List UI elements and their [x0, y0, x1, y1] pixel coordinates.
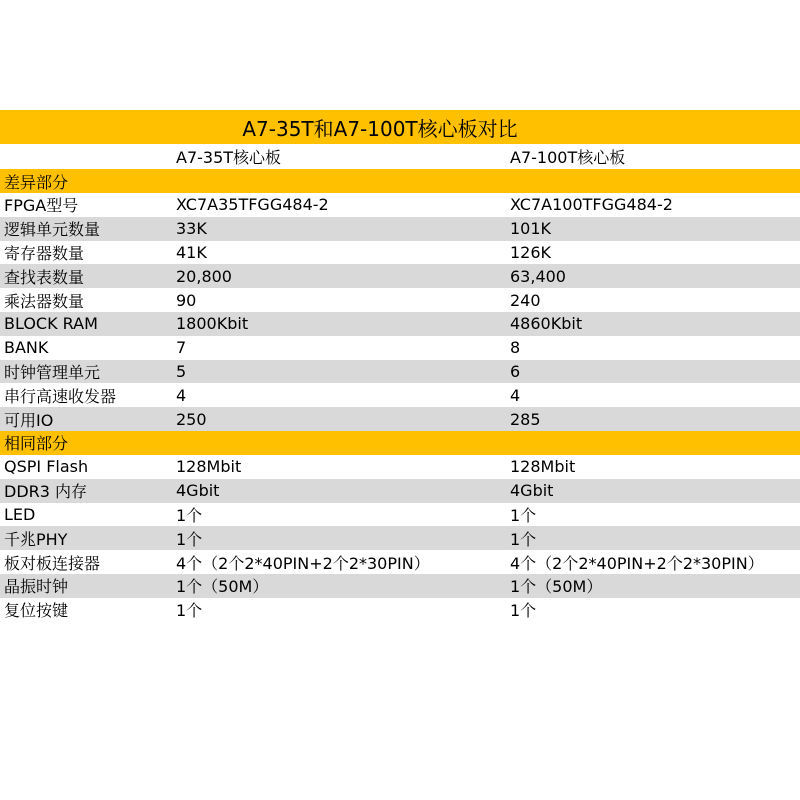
row-value-a35t: 4Gbit [176, 481, 220, 501]
row-label: 可用IO [4, 410, 54, 430]
row-value-a35t: 4个（2个2*40PIN+2个2*30PIN） [176, 553, 430, 573]
row-label: 时钟管理单元 [4, 362, 101, 382]
row-value-a100t: 4Gbit [510, 481, 554, 501]
row-label: 查找表数量 [4, 267, 85, 287]
row-value-a100t: 101K [510, 219, 552, 239]
row-label: LED [4, 504, 36, 524]
row-value-a35t: 33K [176, 219, 207, 239]
row-value-a100t: 126K [510, 242, 552, 262]
section-label: 差异部分 [4, 172, 69, 192]
table-row [0, 312, 800, 336]
row-value-a35t: 1个 [176, 505, 203, 525]
table-header-row [0, 144, 800, 169]
row-value-a35t: 4 [176, 385, 187, 405]
row-label: 晶振时钟 [4, 577, 69, 597]
row-value-a35t: 41K [176, 242, 207, 262]
row-value-a100t: 63,400 [510, 266, 566, 286]
row-label: FPGA型号 [4, 196, 79, 216]
row-value-a100t: 8 [510, 338, 521, 358]
row-value-a35t: 250 [176, 409, 207, 429]
table-row [0, 526, 800, 550]
table-row [0, 336, 800, 360]
row-value-a100t: 285 [510, 409, 541, 429]
comparison-table [0, 110, 800, 622]
row-value-a100t: 1个 [510, 505, 537, 525]
row-value-a35t: 1个（50M） [176, 577, 269, 597]
row-value-a100t: 6 [510, 361, 521, 381]
row-label: QSPI Flash [4, 457, 89, 477]
row-label: 串行高速收发器 [4, 386, 117, 406]
row-label: 乘法器数量 [4, 291, 85, 311]
row-label: 复位按键 [4, 601, 69, 621]
table-row [0, 574, 800, 598]
section-label: 相同部分 [4, 434, 69, 454]
row-value-a35t: 1个 [176, 529, 203, 549]
table-row [0, 455, 800, 479]
row-value-a100t: 1个 [510, 601, 537, 621]
row-label: BLOCK RAM [4, 314, 98, 334]
row-label: 寄存器数量 [4, 243, 85, 263]
row-value-a100t: 1个（50M） [510, 577, 603, 597]
table-row [0, 217, 800, 241]
section-header [0, 431, 800, 455]
table-body [0, 169, 800, 622]
row-label: 板对板连接器 [4, 553, 101, 573]
row-label: 千兆PHY [4, 529, 68, 549]
table-row [0, 241, 800, 265]
row-value-a100t: 4860Kbit [510, 314, 583, 334]
table-row [0, 383, 800, 407]
table-row [0, 479, 800, 503]
row-value-a35t: 20,800 [176, 266, 232, 286]
row-value-a100t: 1个 [510, 529, 537, 549]
table-row [0, 407, 800, 431]
table-row [0, 598, 800, 622]
section-header [0, 169, 800, 193]
row-value-a35t: 1800Kbit [176, 314, 249, 334]
table-title: A7-35T和A7-100T核心板对比 [0, 110, 800, 144]
row-value-a100t: 128Mbit [510, 457, 576, 477]
row-value-a35t: XC7A35TFGG484-2 [176, 195, 329, 215]
row-label: BANK [4, 338, 49, 358]
row-value-a35t: 7 [176, 338, 187, 358]
header-col-a35t: A7-35T核心板 [176, 148, 282, 167]
row-value-a35t: 1个 [176, 601, 203, 621]
table-row [0, 193, 800, 217]
row-value-a100t: 240 [510, 290, 541, 310]
row-label: 逻辑单元数量 [4, 220, 101, 240]
row-value-a35t: 90 [176, 290, 197, 310]
table-row [0, 503, 800, 527]
table-row [0, 288, 800, 312]
row-value-a100t: 4个（2个2*40PIN+2个2*30PIN） [510, 553, 764, 573]
row-value-a35t: 5 [176, 361, 187, 381]
row-value-a35t: 128Mbit [176, 457, 242, 477]
table-row [0, 264, 800, 288]
table-row [0, 550, 800, 574]
table-row [0, 360, 800, 384]
row-value-a100t: XC7A100TFGG484-2 [510, 195, 673, 215]
header-col-a100t: A7-100T核心板 [510, 148, 626, 167]
row-label: DDR3 内存 [4, 482, 88, 502]
row-value-a100t: 4 [510, 385, 521, 405]
